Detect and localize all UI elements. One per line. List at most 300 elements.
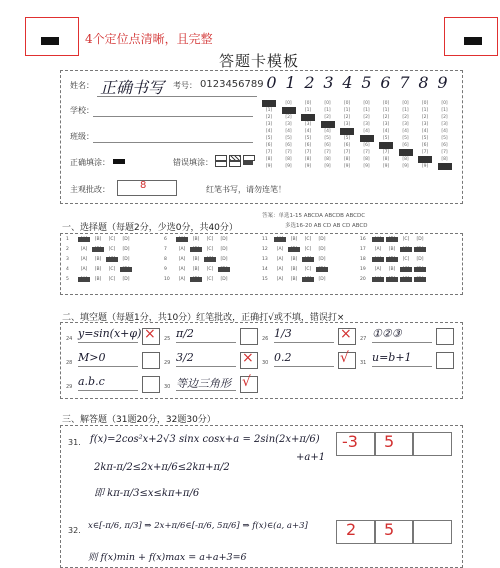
solve-32-line-2: 则 f(x)min + f(x)max = a+a+3=6 [88, 552, 247, 563]
exam-no-bubble[interactable]: [4] [324, 129, 331, 134]
digit-3: 3 [323, 73, 334, 92]
mc-option-a[interactable]: [A] [276, 257, 284, 262]
red-pen-note: 红笔书写，请勿连笔！ [206, 185, 286, 194]
mc-option-b[interactable]: [B] [94, 257, 102, 262]
fill-mark-box [142, 352, 160, 369]
mc-option-d[interactable]: [D] [318, 247, 326, 252]
fill-mark: × [144, 326, 156, 342]
exam-no-bubble[interactable]: [5] [285, 136, 292, 141]
exam-no-bubble[interactable]: [9] [304, 164, 312, 169]
fill-mark-box [436, 328, 454, 345]
fill-answer: a.b.c [78, 375, 105, 388]
score-value: 8 [140, 180, 147, 191]
exam-no-column [321, 100, 335, 170]
mc-option-c[interactable]: [C] [302, 277, 314, 282]
digit-4: 4 [342, 73, 353, 92]
mc-question [360, 257, 428, 266]
exam-no-bubble[interactable]: [8] [402, 157, 409, 162]
fill-underline [176, 342, 236, 343]
mc-option-b[interactable]: [B] [190, 277, 202, 282]
mc-option-b[interactable]: [B] [288, 247, 300, 252]
exam-no-bubble[interactable]: [1] [402, 108, 409, 113]
mc-option-c[interactable]: [C] [402, 257, 410, 262]
mc-option-c[interactable]: [C] [108, 237, 116, 242]
exam-no-bubble[interactable]: [5] [441, 136, 448, 141]
fill-answer: π/2 [176, 327, 194, 340]
exam-no-bubble[interactable]: [7] [441, 150, 448, 155]
exam-no-bubble[interactable]: [8] [363, 157, 370, 162]
mc-option-b[interactable]: [B] [290, 277, 298, 282]
exam-no-bubble[interactable]: [1] [265, 108, 273, 113]
exam-no-bubble[interactable]: [6] [363, 143, 370, 148]
exam-no-bubble[interactable]: [9] [324, 164, 331, 169]
mc-question-number: 9 [164, 267, 167, 272]
answers-note-2: 多选16-20 AB CD AB CD ABCD [285, 223, 368, 229]
fill-answer: y=sin(x+φ) [78, 327, 142, 340]
exam-no-bubble[interactable]: [7] [343, 150, 351, 155]
digit-2: 2 [304, 73, 315, 92]
exam-no-bubble[interactable]: [2] [363, 115, 370, 120]
exam-no-column [360, 100, 374, 170]
fill-no: 25 [164, 336, 171, 342]
exam-no-bubble[interactable]: [3] [343, 122, 351, 127]
mc-question-number: 16 [360, 237, 366, 242]
exam-no-bubble[interactable]: [6] [343, 143, 351, 148]
mc-option-a[interactable]: [A] [374, 267, 382, 272]
exam-no-bubble[interactable]: [7] [399, 149, 413, 156]
exam-no-bubble[interactable]: [3] [441, 122, 448, 127]
mc-option-a[interactable]: [A] [176, 237, 188, 242]
exam-no-bubble[interactable]: [5] [324, 136, 331, 141]
mc-option-c[interactable]: [C] [108, 267, 116, 272]
mc-option-a[interactable]: [A] [178, 267, 186, 272]
mc-question [66, 267, 134, 276]
class-underline [93, 142, 253, 143]
exam-no-bubble[interactable]: [7] [265, 150, 273, 155]
exam-no-bubble[interactable]: [2] [441, 115, 448, 120]
exam-no-bubble[interactable]: [8] [418, 156, 432, 163]
page-title: 答题卡模板 [219, 52, 300, 70]
mc-option-c[interactable]: [C] [206, 237, 214, 242]
mc-question-number: 2 [66, 247, 69, 252]
mc-option-c[interactable]: [C] [400, 247, 412, 252]
mc-option-c[interactable]: [C] [304, 237, 312, 242]
mc-question-number: 3 [66, 257, 69, 262]
mc-option-b[interactable]: [B] [386, 277, 398, 282]
mc-option-c[interactable]: [C] [206, 277, 214, 282]
mc-option-b[interactable]: [B] [386, 237, 398, 242]
mc-option-d[interactable]: [D] [220, 257, 228, 262]
digit-6: 6 [380, 73, 391, 92]
exam-no-bubble[interactable]: [6] [304, 143, 312, 148]
exam-no-bubble[interactable]: [1] [343, 108, 351, 113]
fill-no: 29 [164, 360, 171, 366]
exam-no-bubble[interactable]: [2] [382, 115, 390, 120]
exam-no-bubble[interactable]: [5] [402, 136, 409, 141]
exam-no-bubble[interactable]: [8] [324, 157, 331, 162]
exam-no-bubble[interactable]: [5] [382, 136, 390, 141]
fill-underline [372, 342, 432, 343]
exam-no-bubble[interactable]: [4] [285, 129, 292, 134]
exam-no-bubble[interactable]: [3] [402, 122, 409, 127]
fill-no: 30 [262, 360, 269, 366]
fill-answer: u=b+1 [372, 351, 412, 364]
fill-mark-box [240, 328, 258, 345]
exam-no-bubble[interactable]: [9] [363, 164, 370, 169]
exam-no-bubble[interactable]: [4] [265, 129, 273, 134]
mc-question-number: 5 [66, 277, 69, 282]
fill-ok-sample [113, 159, 125, 164]
exam-no-bubble[interactable]: [5] [343, 136, 351, 141]
exam-no-bubble[interactable]: [8] [343, 157, 351, 162]
mc-option-d[interactable]: [D] [122, 237, 130, 242]
exam-no-bubble[interactable]: [7] [324, 150, 331, 155]
digit-9: 9 [437, 73, 448, 92]
fill-no: 26 [262, 336, 269, 342]
exam-no-bubble[interactable]: [2] [265, 115, 273, 120]
exam-no-bubble[interactable]: [9] [265, 164, 273, 169]
fill-answer: 0.2 [274, 351, 292, 364]
score-box [117, 180, 177, 196]
mc-option-b[interactable]: [B] [388, 247, 396, 252]
score-cell [412, 520, 452, 544]
mc-option-b[interactable]: [B] [386, 257, 398, 262]
mc-question-number: 12 [262, 247, 268, 252]
exam-no-bubble[interactable]: [1] [421, 108, 429, 113]
school-label: 学校： [70, 106, 94, 115]
name-underline [97, 96, 257, 97]
mc-question-number: 1 [66, 237, 69, 242]
exam-no-bubble[interactable]: [6] [421, 143, 429, 148]
exam-no-bubble[interactable]: [5] [304, 136, 312, 141]
exam-no-bubble[interactable]: [5] [360, 135, 374, 142]
mc-question-number: 19 [360, 267, 366, 272]
mc-question [262, 247, 330, 256]
mc-option-a[interactable]: [A] [372, 257, 384, 262]
exam-no-bubble[interactable]: [2] [402, 115, 409, 120]
fill-bad-samples [215, 155, 255, 167]
exam-no-bubble-grid [262, 100, 458, 198]
exam-no-bubble[interactable]: [3] [304, 122, 312, 127]
exam-no-bubble[interactable]: [1] [441, 108, 448, 113]
exam-no-bubble[interactable]: [0] [324, 101, 331, 106]
locator-note: 4个定位点清晰，且完整 [85, 32, 213, 46]
mc-question-number: 20 [360, 277, 366, 282]
mc-question [164, 247, 232, 256]
exam-no-bubble[interactable]: [4] [340, 128, 354, 135]
mc-option-d[interactable]: [D] [220, 277, 228, 282]
fill-no: 30 [164, 384, 171, 390]
mc-option-c[interactable]: [C] [400, 267, 412, 272]
mc-option-b[interactable]: [B] [94, 237, 102, 242]
mc-question [360, 237, 428, 246]
exam-no-bubble[interactable]: [2] [285, 115, 292, 120]
locator-mark-top-right [464, 37, 482, 45]
fill-underline [78, 390, 138, 391]
digit-8: 8 [418, 73, 429, 92]
mc-question-number: 4 [66, 267, 69, 272]
mc-option-b[interactable]: [B] [192, 257, 200, 262]
mc-option-a[interactable]: [A] [80, 267, 88, 272]
exam-no-bubble[interactable]: [0] [363, 101, 370, 106]
mc-question [164, 257, 232, 266]
exam-no-value: 0123456789 [200, 79, 264, 90]
exam-no-column [262, 100, 276, 170]
solve-32-line-1: x∈[-π/6, π/3] ⇒ 2x+π/6∈[-π/6, 5π/6] ⇒ f(x)∈(a, a+3] [88, 521, 308, 531]
exam-no-bubble[interactable]: [4] [382, 129, 390, 134]
exam-no-bubble[interactable]: [1] [382, 108, 390, 113]
exam-no-bubble[interactable]: [2] [301, 114, 315, 121]
exam-no-column [438, 100, 452, 170]
mc-option-a[interactable]: [A] [178, 257, 186, 262]
exam-no-bubble[interactable]: [4] [363, 129, 370, 134]
mc-option-d[interactable]: [D] [318, 237, 326, 242]
digit-0: 0 [266, 73, 277, 92]
exam-no-bubble[interactable]: [8] [285, 157, 292, 162]
mc-question-number: 6 [164, 237, 167, 242]
solve-31-score-boxes [336, 432, 456, 456]
exam-no-bubble[interactable]: [2] [421, 115, 429, 120]
exam-no-bubble[interactable]: [5] [421, 136, 429, 141]
mc-option-c[interactable]: [C] [204, 257, 216, 262]
mc-option-d[interactable]: [D] [316, 267, 328, 272]
score-cell [412, 432, 452, 456]
answers-note-1: 答案：单选1-15 ABCDA ABCDB ABCDC [262, 213, 366, 219]
mc-option-a[interactable]: [A] [276, 267, 284, 272]
name-value: 正确书写 [100, 78, 165, 97]
exam-no-bubble[interactable]: [1] [363, 108, 370, 113]
mc-option-c[interactable]: [C] [206, 267, 214, 272]
mc-option-d[interactable]: [D] [318, 277, 326, 282]
section-solve-title: 三、解答题（31题20分，32题30分） [62, 415, 216, 425]
mc-option-a[interactable]: [A] [276, 277, 284, 282]
exam-no-bubble[interactable]: [1] [304, 108, 312, 113]
exam-no-column [301, 100, 315, 170]
mc-option-a[interactable]: [A] [78, 277, 90, 282]
exam-no-bubble[interactable]: [6] [379, 142, 393, 149]
mc-option-a[interactable]: [A] [80, 257, 88, 262]
exam-no-bubble[interactable]: [3] [321, 121, 335, 128]
mc-option-c[interactable]: [C] [304, 267, 312, 272]
exam-no-bubble[interactable]: [8] [265, 157, 273, 162]
mc-option-b[interactable]: [B] [94, 277, 102, 282]
mc-question [66, 277, 134, 286]
mc-option-d[interactable]: [D] [122, 257, 130, 262]
mc-question [262, 267, 330, 276]
fill-no: 24 [66, 336, 73, 342]
exam-no-bubble[interactable]: [9] [438, 163, 452, 170]
fill-answer: 等边三角形 [176, 377, 231, 390]
mc-option-d[interactable]: [D] [414, 267, 426, 272]
score-label: 主观批改： [70, 185, 110, 194]
exam-no-bubble[interactable]: [3] [363, 122, 370, 127]
exam-no-bubble[interactable]: [7] [382, 150, 390, 155]
fill-mark: × [340, 326, 352, 342]
mc-option-a[interactable]: [A] [274, 237, 286, 242]
exam-no-bubble[interactable]: [9] [402, 164, 409, 169]
solve-32-score-tens: 2 [346, 520, 357, 539]
fill-answer: 1/3 [274, 327, 292, 340]
exam-no-bubble[interactable]: [1] [324, 108, 331, 113]
exam-no-bubble[interactable]: [0] [382, 101, 390, 106]
exam-no-bubble[interactable]: [3] [421, 122, 429, 127]
solve-32-no: 32. [68, 526, 81, 535]
mc-question-number: 14 [262, 267, 268, 272]
name-label: 姓名： [70, 81, 94, 90]
digit-5: 5 [361, 73, 372, 92]
mc-question [262, 237, 330, 246]
exam-no-bubble[interactable]: [7] [363, 150, 370, 155]
exam-no-bubble[interactable]: [0] [285, 101, 292, 106]
mc-option-c[interactable]: [C] [108, 277, 116, 282]
mc-option-a[interactable]: [A] [372, 277, 384, 282]
mc-question [164, 277, 232, 286]
fill-underline [176, 366, 236, 367]
mc-question-number: 10 [164, 277, 170, 282]
exam-no-bubble[interactable]: [8] [441, 157, 448, 162]
mc-option-a[interactable]: [A] [80, 247, 88, 252]
solve-31-score-ones: 5 [384, 432, 395, 451]
exam-no-bubble[interactable]: [9] [343, 164, 351, 169]
fill-mark: √ [242, 374, 251, 390]
mc-option-d[interactable]: [D] [120, 267, 132, 272]
exam-no-bubble[interactable]: [4] [402, 129, 409, 134]
mc-question [360, 277, 428, 286]
mc-option-d[interactable]: [D] [414, 277, 426, 282]
mc-option-a[interactable]: [A] [276, 247, 284, 252]
mc-question-number: 13 [262, 257, 268, 262]
mc-question [262, 257, 330, 266]
mc-question-number: 18 [360, 257, 366, 262]
exam-no-bubble[interactable]: [9] [421, 164, 429, 169]
mc-option-d[interactable]: [D] [122, 247, 130, 252]
mc-option-d[interactable]: [D] [122, 277, 130, 282]
exam-no-bubble[interactable]: [2] [343, 115, 351, 120]
fill-underline [372, 366, 432, 367]
exam-no-bubble[interactable]: [7] [285, 150, 292, 155]
mc-option-d[interactable]: [D] [318, 257, 326, 262]
exam-no-bubble[interactable]: [3] [265, 122, 273, 127]
mc-option-c[interactable]: [C] [206, 247, 214, 252]
fill-ok-label: 正确填涂： [70, 158, 110, 167]
mc-option-b[interactable]: [B] [190, 247, 202, 252]
mc-option-b[interactable]: [B] [290, 267, 298, 272]
digit-1: 1 [285, 73, 296, 92]
mc-option-c[interactable]: [C] [402, 237, 410, 242]
mc-option-c[interactable]: [C] [108, 247, 116, 252]
exam-no-bubble[interactable]: [0] [441, 101, 448, 106]
solve-31-line-3: 2kπ-π/2≤2x+π/6≤2kπ+π/2 [94, 462, 230, 473]
exam-no-bubble[interactable]: [8] [304, 157, 312, 162]
mc-option-b[interactable]: [B] [388, 267, 396, 272]
mc-option-c[interactable]: [C] [302, 257, 314, 262]
mc-option-b[interactable]: [B] [94, 267, 102, 272]
fill-no: 27 [360, 336, 367, 342]
fill-no: 29 [66, 384, 73, 390]
solve-32-score-ones: 5 [384, 520, 395, 539]
mc-option-d[interactable]: [D] [220, 237, 228, 242]
mc-option-c[interactable]: [C] [400, 277, 412, 282]
solve-31-line-2: +a+1 [296, 452, 326, 463]
fill-answer: M>0 [78, 351, 106, 364]
exam-no-label: 考号： [173, 81, 197, 90]
exam-no-bubble[interactable]: [0] [421, 101, 429, 106]
exam-no-column [418, 100, 432, 170]
exam-no-bubble[interactable]: [2] [324, 115, 331, 120]
mc-option-a[interactable]: [A] [178, 247, 186, 252]
mc-option-b[interactable]: [B] [192, 267, 200, 272]
exam-no-bubble[interactable]: [8] [382, 157, 390, 162]
exam-no-bubble[interactable]: [1] [282, 107, 296, 114]
exam-no-bubble[interactable]: [4] [304, 129, 312, 134]
exam-no-bubble[interactable]: [0] [304, 101, 312, 106]
mc-option-a[interactable]: [A] [372, 237, 384, 242]
exam-no-bubble[interactable]: [6] [324, 143, 331, 148]
fill-bad-label: 错误填涂： [173, 158, 213, 167]
mc-question [164, 237, 232, 246]
mc-option-d[interactable]: [D] [414, 247, 426, 252]
exam-no-bubble[interactable]: [3] [285, 122, 292, 127]
mc-option-b[interactable]: [B] [290, 257, 298, 262]
school-underline [93, 116, 253, 117]
mc-option-a[interactable]: [A] [374, 247, 382, 252]
exam-no-column [399, 100, 413, 170]
mc-option-d[interactable]: [D] [220, 247, 228, 252]
exam-no-bubble[interactable]: [9] [382, 164, 390, 169]
mc-question-number: 11 [262, 237, 268, 242]
fill-answer: 3/2 [176, 351, 194, 364]
fill-underline [176, 390, 236, 391]
fill-no: 31 [360, 360, 367, 366]
exam-no-bubble[interactable]: [0] [402, 101, 409, 106]
mc-option-d[interactable]: [D] [218, 267, 230, 272]
mc-question-number: 8 [164, 257, 167, 262]
mc-question [66, 257, 134, 266]
mc-option-c[interactable]: [C] [304, 247, 312, 252]
mc-option-b[interactable]: [B] [92, 247, 104, 252]
exam-no-bubble[interactable]: [4] [441, 129, 448, 134]
exam-no-bubble[interactable]: [5] [265, 136, 273, 141]
mc-option-a[interactable]: [A] [178, 277, 186, 282]
fill-answer: ①②③ [372, 327, 402, 340]
mc-option-d[interactable]: [D] [416, 237, 424, 242]
fill-mark: × [242, 350, 254, 366]
mc-question [164, 267, 232, 276]
fill-underline [274, 342, 334, 343]
exam-no-bubble[interactable]: [6] [402, 143, 409, 148]
exam-no-bubble[interactable]: [6] [265, 143, 273, 148]
exam-no-bubble[interactable]: [7] [421, 150, 429, 155]
exam-no-handwritten [262, 73, 452, 92]
exam-no-bubble[interactable]: [9] [285, 164, 292, 169]
mc-question-number: 15 [262, 277, 268, 282]
mc-question-number: 7 [164, 247, 167, 252]
exam-no-bubble[interactable]: [3] [382, 122, 390, 127]
mc-option-a[interactable]: [A] [78, 237, 90, 242]
mc-option-b[interactable]: [B] [192, 237, 200, 242]
exam-no-bubble[interactable]: [7] [304, 150, 312, 155]
exam-no-bubble[interactable]: [0] [262, 100, 276, 107]
section-choice-title: 一、选择题（每题2分，少选0分，共40分） [62, 223, 238, 233]
exam-no-bubble[interactable]: [6] [285, 143, 292, 148]
exam-no-bubble[interactable]: [0] [343, 101, 351, 106]
mc-option-c[interactable]: [C] [106, 257, 118, 262]
exam-no-bubble[interactable]: [4] [421, 129, 429, 134]
exam-no-bubble[interactable]: [6] [441, 143, 448, 148]
fill-underline [78, 342, 138, 343]
mc-option-b[interactable]: [B] [290, 237, 298, 242]
mc-option-d[interactable]: [D] [416, 257, 424, 262]
